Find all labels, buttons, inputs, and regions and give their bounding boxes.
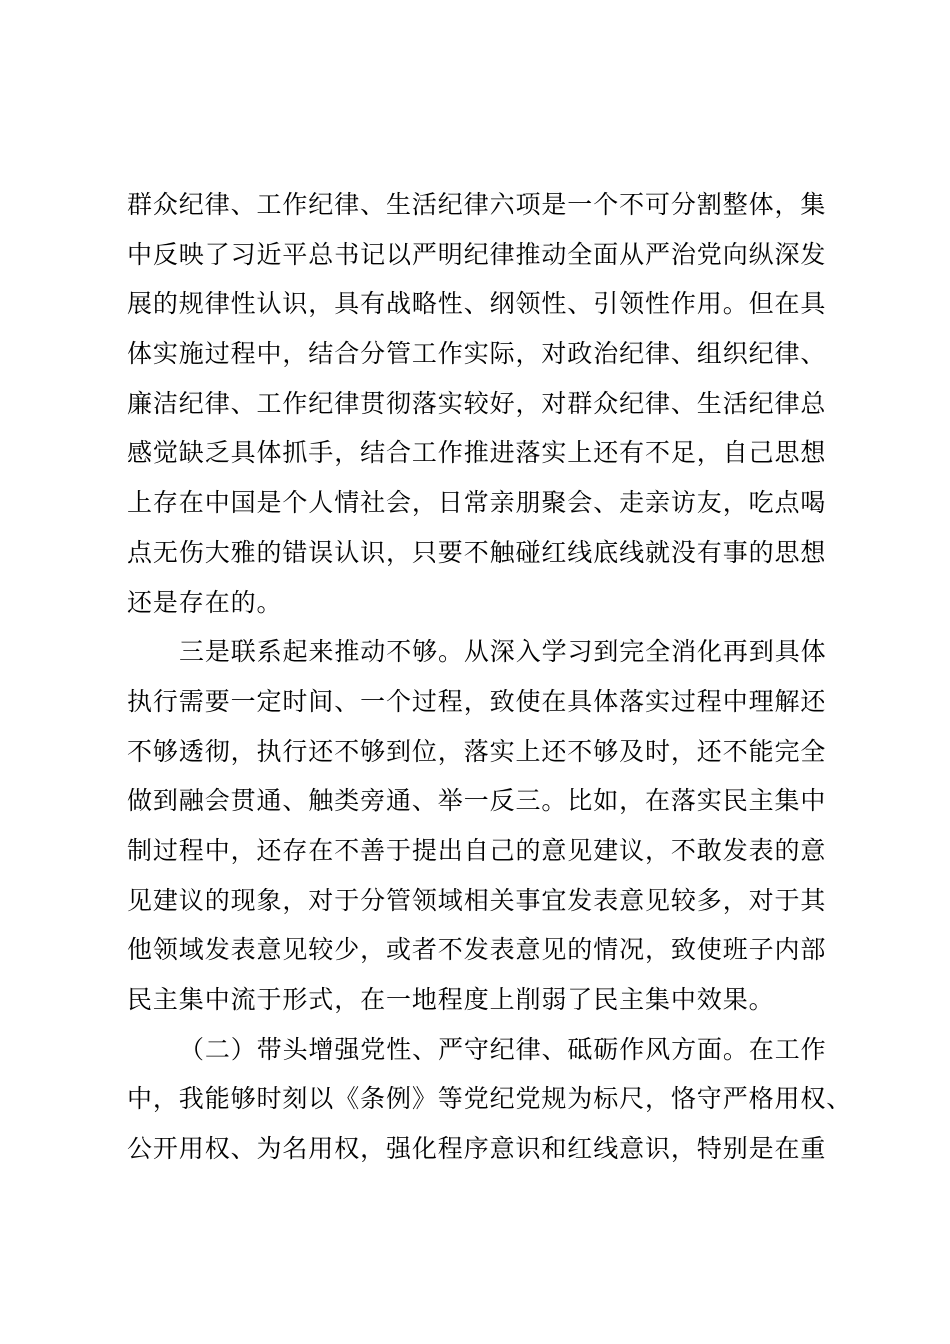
text-line: 民主集中流于形式，在一地程度上削弱了民主集中效果。 (127, 985, 775, 1014)
paragraph-start-line: 三是联系起来推动不够。从深入学习到完全消化再到具体 (179, 637, 827, 667)
text-line: 点无伤大雅的错误认识，只要不触碰红线底线就没有事的思想 (127, 537, 827, 567)
text-line: 群众纪律、工作纪律、生活纪律六项是一个不可分割整体，集 (127, 190, 827, 219)
text-line: 中，我能够时刻以《条例》等党纪党规为标尺，恪守严格用权、 (127, 1084, 853, 1114)
text-line: 公开用权、为名用权，强化程序意识和红线意识，特别是在重 (127, 1134, 827, 1164)
text-line: 上存在中国是个人情社会，日常亲朋聚会、走亲访友，吃点喝 (127, 488, 827, 518)
text-line: 制过程中，还存在不善于提出自己的意见建议，不敢发表的意 (127, 835, 827, 865)
text-line: 中反映了习近平总书记以严明纪律推动全面从严治党向纵深发 (127, 239, 827, 269)
text-line: 见建议的现象，对于分管领域相关事宜发表意见较多，对于其 (127, 885, 827, 915)
text-line: 还是存在的。 (127, 587, 283, 617)
text-line: 感觉缺乏具体抓手，结合工作推进落实上还有不足，自己思想 (127, 438, 827, 468)
text-line: 廉洁纪律、工作纪律贯彻落实较好，对群众纪律、生活纪律总 (127, 388, 827, 418)
text-line: 展的规律性认识，具有战略性、纲领性、引领性作用。但在具 (127, 289, 827, 319)
text-line: 执行需要一定时间、一个过程，致使在具体落实过程中理解还 (127, 686, 827, 716)
text-line: 不够透彻，执行还不够到位，落实上还不够及时，还不能完全 (127, 736, 827, 766)
text-line: 他领域发表意见较少，或者不发表意见的情况，致使班子内部 (127, 935, 827, 965)
paragraph-start-line: （二）带头增强党性、严守纪律、砥砺作风方面。在工作 (179, 1034, 827, 1064)
text-line: 做到融会贯通、触类旁通、举一反三。比如，在落实民主集中 (127, 786, 827, 816)
text-line: 体实施过程中，结合分管工作实际，对政治纪律、组织纪律、 (127, 339, 827, 369)
document-body (127, 180, 853, 1174)
